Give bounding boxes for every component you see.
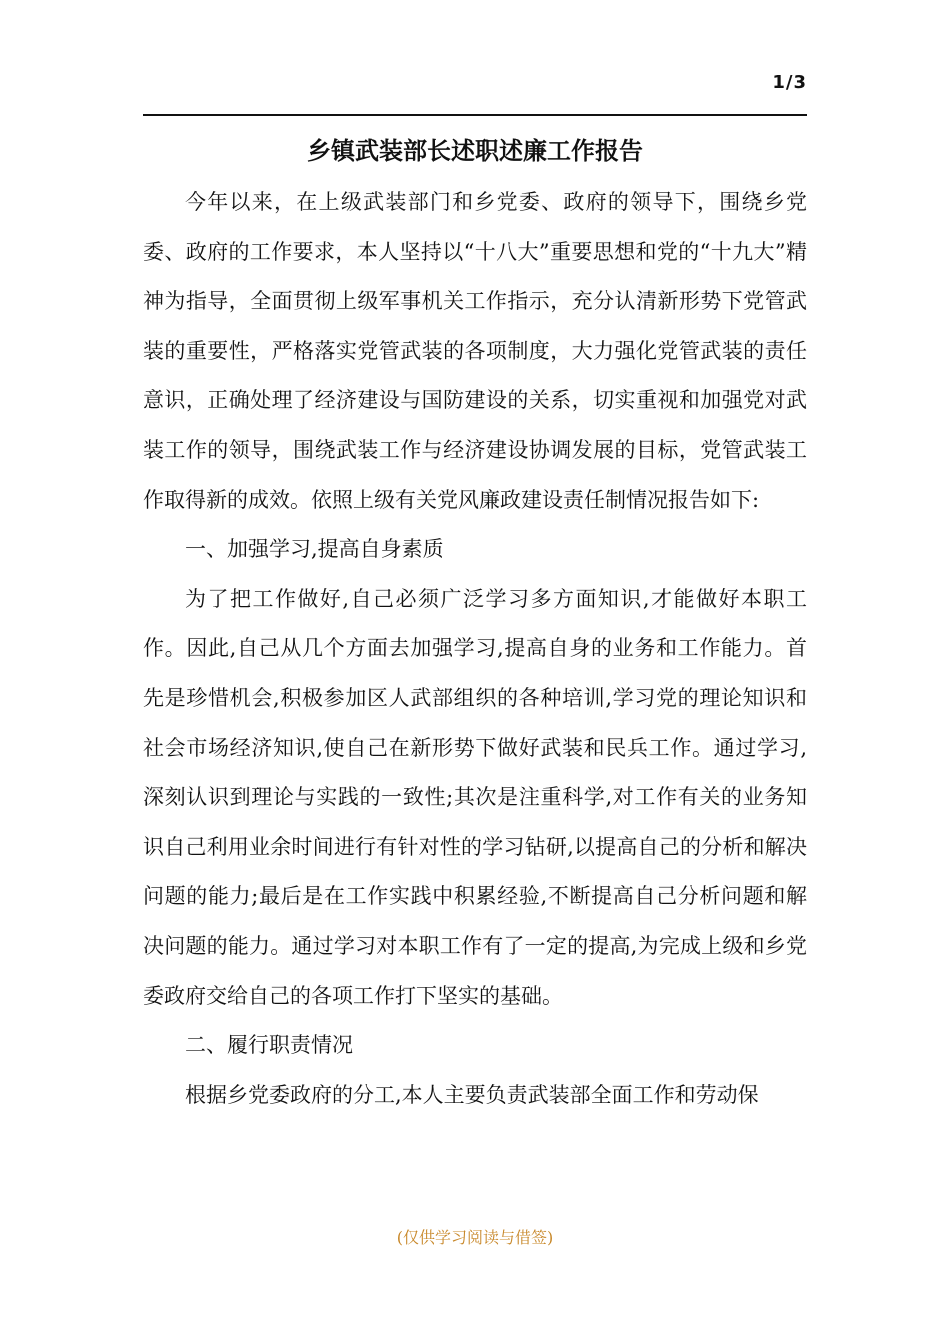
section-heading-2: 二、履行职责情况 bbox=[185, 1033, 353, 1058]
document-title: 乡镇武装部长述职述廉工作报告 bbox=[307, 136, 643, 165]
paragraph-intro: 今年以来，在上级武装部门和乡党委、政府的领导下，围绕乡党委、政府的工作要求，本人坚持以“十八大”重要思想和党的“十九大”精神为指导，全面贯彻上级军事机关工作指示，充分认清新形势下党管武装的重要性，严格落实党管武装的各项制度，大力强化党管武装的责任意识，正确处理了经济建设与国防建设的关系，切实重视和加强党对武装工作的领导，围绕武装工作与经济建设协调发展的目标，党管武装工作取得新的成效。依照上级有关党风廉政建设责任制情况报告如下: bbox=[143, 190, 807, 512]
header-rule bbox=[143, 114, 807, 116]
page-number: 1/3 bbox=[772, 72, 807, 93]
section-heading-1: 一、加强学习,提高自身素质 bbox=[185, 537, 444, 562]
paragraph-study: 为了把工作做好,自己必须广泛学习多方面知识,才能做好本职工作。因此,自己从几个方面去加强学习,提高自身的业务和工作能力。首先是珍惜机会,积极参加区人武部组织的各种培训,学习党的理论知识和社会市场经济知识,使自己在新形势下做好武装和民兵工作。通过学习,深刻认识到理论与实践的一致性;其次是注重科学,对工作有关的业务知识自己利用业余时间进行有针对性的学习钻研,以提高自己的分析和解决问题的能力;最后是在工作实践中积累经验,不断提高自己分析问题和解决问题的能力。通过学习对本职工作有了一定的提高,为完成上级和乡党委政府交给自己的各项工作打下坚实的基础。 bbox=[143, 586, 807, 1008]
document-body bbox=[143, 178, 807, 1120]
paragraph-duties: 根据乡党委政府的分工,本人主要负责武装部全面工作和劳动保 bbox=[185, 1082, 759, 1107]
footer-note: (仅供学习阅读与借签) bbox=[396, 1228, 554, 1247]
